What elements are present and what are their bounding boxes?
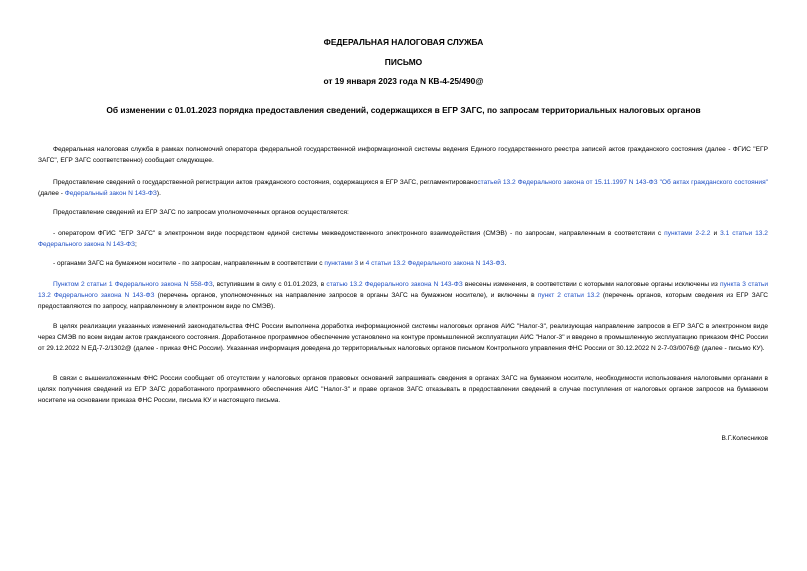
point-3-article-13-2-link[interactable]: пункта 3 статьи 13.2 Федерального закона N 143-ФЗ [38,281,768,299]
paragraph-4 [38,228,768,250]
document-type: ПИСЬМО [384,57,423,67]
paragraph-2-text: (далее - [38,190,65,197]
point-3-1-article-13-2-link[interactable]: 3.1 статьи 13.2 Федерального закона N 143-ФЗ [38,230,768,248]
paragraph-4-text: и [710,230,721,237]
law-143-fz-link[interactable]: Федеральный закон N 143-ФЗ [64,190,157,197]
paragraph-6-text: (перечень органов, уполномоченных на направление запросов в органы ЗАГС на бумажном носителе), и включены в [154,292,538,299]
paragraph-7-text: В целях реализации указанных изменений законодательства ФНС России выполнена доработка информационной системы налоговых органов АИС "Налог-3", реализующая направление запросов в ЕГР ЗАГС в электронном виде через СМЭВ по всем видам актов гражданского состояния. Доработанное программное обеспечение установлено на контуре промышленной эксплуатации АИС "Налог-3" и введено в промышленную эксплуатацию приказом ФНС России от 29.12.2022 N ЕД-7-2/1302@ (далее - приказ ФНС России). Указанная информация доведена до территориальных налоговых органов письмом Контрольного управления ФНС России от 30.12.2022 N 2-7-03/0076@ (далее - письмо КУ). [38,323,768,352]
paragraph-1-text: Федеральная налоговая служба в рамках полномочий оператора федеральной государственной информационной системы ведения Единого государственного реестра записей актов гражданского состояния (далее - ФГИС "ЕГР ЗАГС", ЕГР ЗАГС соответственно) сообщает следующее. [38,146,768,164]
document-date-number: от 19 января 2023 года N КВ-4-25/490@ [323,76,484,86]
paragraph-4-text: - оператором ФГИС "ЕГР ЗАГС" в электронном виде посредством единой системы межведомственного электронного взаимодействия (СМЭВ) - по запросам, направленным в соответствии с [53,230,665,237]
paragraph-5-text: и [358,260,366,267]
paragraph-5 [38,258,768,269]
law-558-fz-link[interactable]: Пунктом 2 статьи 1 Федерального закона N 558-ФЗ [53,281,213,288]
paragraph-6 [38,279,768,312]
agency-name: ФЕДЕРАЛЬНАЯ НАЛОГОВАЯ СЛУЖБА [323,37,484,47]
paragraph-7 [38,321,768,354]
paragraph-8-text: В связи с вышеизложенным ФНС России сообщает об отсутствии у налоговых органов правовых оснований запрашивать сведения в органах ЗАГС на бумажном носителе, необходимости использования налоговыми органами в целях получения сведений из ЕГР ЗАГС доработанного программного обеспечения АИС "Налог-3" и праве органов ЗАГС отказывать в предоставлении сведений в случае поступления от налоговых органов запросов на бумажном носителе на основании приказа ФНС России, письма КУ и настоящего письма. [38,375,768,404]
paragraph-6-text: , вступившим в силу с 01.01.2023, в [212,281,327,288]
paragraph-5-text: - органами ЗАГС на бумажном носителе - по запросам, направленным в соответствии с [53,260,325,267]
paragraph-4-text: ; [134,241,137,248]
paragraph-5-text: . [504,260,507,267]
point-2-article-13-2-link[interactable]: пункт 2 статьи 13.2 [537,292,600,299]
paragraph-3 [38,207,768,218]
paragraph-2-text: Предоставление сведений о государственной регистрации актов гражданского состояния, содержащихся в ЕГР ЗАГС, регламентировано [53,179,478,186]
article-13-2-link[interactable]: статью 13.2 Федерального закона N 143-ФЗ [326,281,463,288]
paragraph-8 [38,373,768,406]
paragraph-1 [38,144,768,166]
signature: В.Г.Колесников [721,435,768,442]
paragraph-6-text: (перечень органов, которым сведения из ЕГР ЗАГС предоставляются по запросу, направленному в электронном виде по СМЭВ). [38,292,768,310]
paragraph-3-text: Предоставление сведений из ЕГР ЗАГС по запросам уполномоченных органов осуществляется: [53,209,349,216]
point-4-article-13-2-link[interactable]: 4 статьи 13.2 Федерального закона N 143-ФЗ [365,260,505,267]
paragraph-2-text: ). [156,190,161,197]
points-2-2-2-link[interactable]: пунктами 2-2.2 [664,230,711,237]
points-3-link[interactable]: пунктами 3 [324,260,359,267]
paragraph-6-text: внесены изменения, в соответствии с которыми налоговые органы исключены из [462,281,721,288]
paragraph-2 [38,177,768,199]
document-title: Об изменении с 01.01.2023 порядка предоставления сведений, содержащихся в ЕГР ЗАГС, по запросам территориальных налоговых органов [106,105,701,115]
law-article-13-2-link[interactable]: статьей 13.2 Федерального закона от 15.11.1997 N 143-ФЗ "Об актах гражданского состояния" [477,179,768,186]
